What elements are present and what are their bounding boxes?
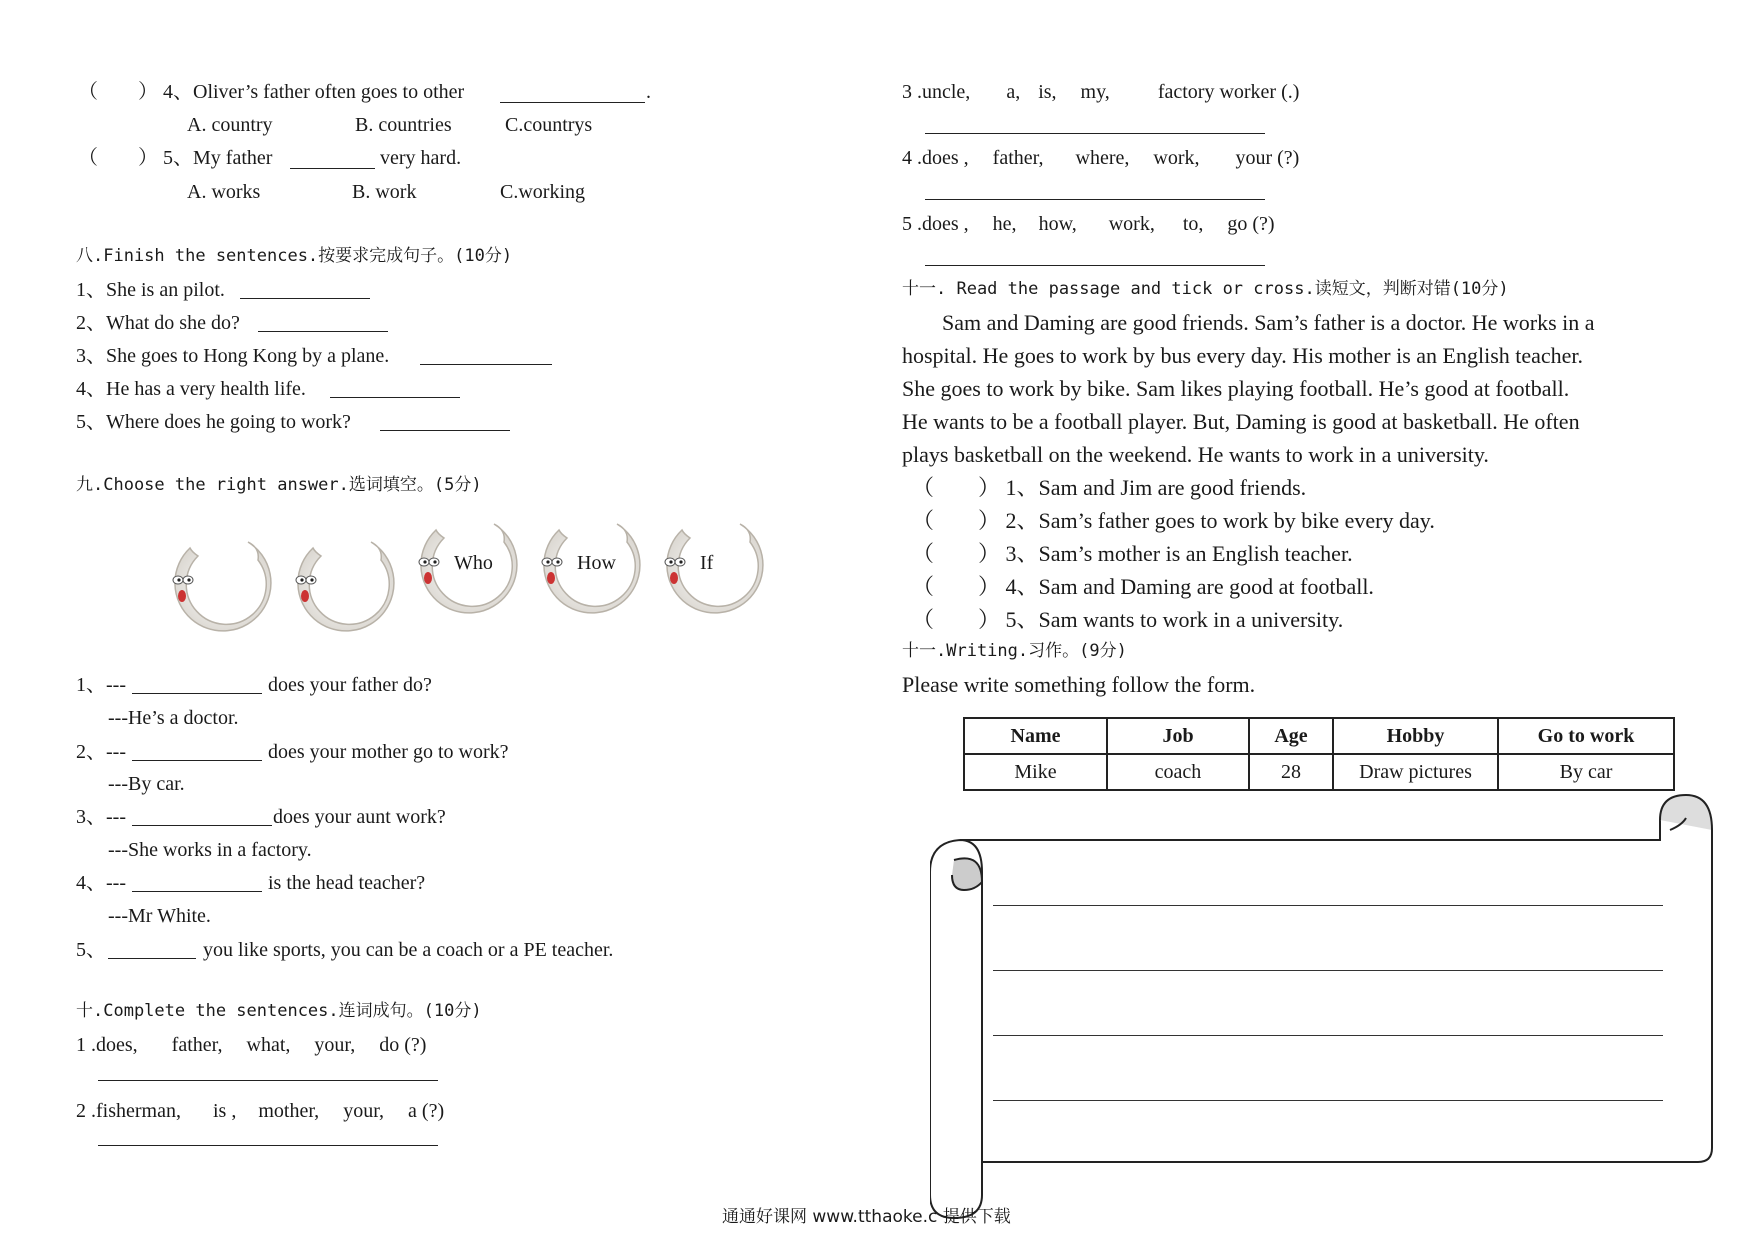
s9-item-4: 4、--- (76, 872, 126, 894)
moon-word[interactable]: If (700, 552, 714, 574)
header-hobby: Hobby (1333, 718, 1498, 754)
s9-item-3: 3、--- (76, 806, 126, 828)
s10-item-3: 3 .uncle, a, is, my, factory worker (.) (902, 81, 1300, 103)
blank-line[interactable] (500, 102, 645, 103)
s9-item-1-answer: ---He’s a doctor. (108, 707, 239, 729)
tf-item-3: （ ） 3、Sam’s mother is an English teacher. (912, 541, 1353, 566)
s9-item-1: 1、--- (76, 674, 126, 696)
passage-line-2: hospital. He goes to work by bus every day. His mother is an English teacher. (902, 343, 1584, 368)
moon-icon (285, 530, 397, 642)
s9-item-2: 2、--- (76, 741, 126, 763)
passage-line-4: He wants to be a football player. But, Daming is good at basketball. He often (902, 409, 1580, 434)
writing-instruction: Please write something follow the form. (902, 672, 1256, 697)
s9-item-1-text: does your father do? (268, 674, 432, 696)
option-c[interactable]: C.working (500, 181, 585, 203)
s9-item-5: 5、 (76, 939, 106, 961)
header-name: Name (964, 718, 1107, 754)
tf-item-4: （ ） 4、Sam and Daming are good at football. (912, 574, 1374, 599)
moon-word-card (654, 512, 766, 624)
answer-paren[interactable]: （ ） (912, 508, 1001, 533)
answer-paren[interactable]: （ ） (912, 475, 1001, 500)
answer-paren[interactable]: （ ） (78, 147, 158, 169)
answer-line[interactable] (132, 891, 262, 892)
s9-item-3-answer: ---She works in a factory. (108, 839, 312, 861)
answer-line[interactable] (240, 298, 370, 299)
cell-job: coach (1107, 754, 1249, 790)
moon-word[interactable]: How (577, 552, 616, 574)
header-go-to-work: Go to work (1498, 718, 1674, 754)
tf-item-1: （ ） 1、Sam and Jim are good friends. (912, 475, 1307, 500)
answer-line[interactable] (925, 265, 1265, 266)
answer-line[interactable] (925, 133, 1265, 134)
s9-item-3-text: does your aunt work? (273, 806, 446, 828)
moon-icon (162, 530, 274, 642)
question-end: . (646, 81, 651, 103)
footer-text: 通通好课网 www.tthaoke.c 提供下载 (722, 1207, 1011, 1227)
option-a[interactable]: A. works (187, 181, 261, 203)
option-a[interactable]: A. country (187, 114, 273, 136)
s9-item-2-answer: ---By car. (108, 773, 185, 795)
moon-word-card (162, 530, 274, 642)
moon-word-card (285, 530, 397, 642)
passage-line-5: plays basketball on the weekend. He wants to work in a university. (902, 442, 1489, 467)
cell-hobby: Draw pictures (1333, 754, 1498, 790)
option-b[interactable]: B. countries (355, 114, 452, 136)
section-8-title: 八.Finish the sentences.按要求完成句子。(10分) (76, 246, 513, 266)
answer-line[interactable] (108, 958, 196, 959)
writing-line-1[interactable] (993, 905, 1663, 906)
answer-paren[interactable]: （ ） (912, 541, 1001, 566)
answer-line[interactable] (98, 1080, 438, 1081)
answer-paren[interactable]: （ ） (912, 574, 1001, 599)
section-10-title: 十.Complete the sentences.连词成句。(10分) (76, 1001, 482, 1021)
answer-paren[interactable]: （ ） (78, 81, 158, 103)
answer-line[interactable] (380, 430, 510, 431)
tf-item-2: （ ） 2、Sam’s father goes to work by bike every day. (912, 508, 1435, 533)
s8-item-1: 1、She is an pilot. (76, 279, 225, 301)
section-11-title: 十一. Read the passage and tick or cross.读短文，判断对错(10分) (902, 279, 1509, 299)
moon-word-card (408, 512, 520, 624)
mc-question-4 (78, 80, 464, 104)
writing-line-3[interactable] (993, 1035, 1663, 1036)
answer-line[interactable] (420, 364, 552, 365)
passage-line-1: Sam and Daming are good friends. Sam’s father is a doctor. He works in a (942, 310, 1595, 335)
moon-word-card (531, 512, 643, 624)
answer-line[interactable] (330, 397, 460, 398)
option-b[interactable]: B. work (352, 181, 417, 203)
s9-item-5-text: you like sports, you can be a coach or a PE teacher. (203, 939, 614, 961)
answer-line[interactable] (132, 760, 262, 761)
writing-line-2[interactable] (993, 970, 1663, 971)
question-text: 4、Oliver’s father often goes to other (163, 81, 465, 103)
s9-item-4-text: is the head teacher? (268, 872, 426, 894)
s8-item-4: 4、He has a very health life. (76, 378, 306, 400)
s9-item-4-answer: ---Mr White. (108, 905, 211, 927)
info-table (963, 717, 1675, 791)
cell-age: 28 (1249, 754, 1333, 790)
cell-go-to-work: By car (1498, 754, 1674, 790)
passage-line-3: She goes to work by bike. Sam likes playing football. He’s good at football. (902, 376, 1570, 401)
section-12-title: 十一.Writing.习作。(9分) (902, 641, 1127, 661)
header-age: Age (1249, 718, 1333, 754)
s8-item-3: 3、She goes to Hong Kong by a plane. (76, 345, 390, 367)
writing-scroll (930, 790, 1720, 1220)
s8-item-5: 5、Where does he going to work? (76, 411, 351, 433)
tf-item-5: （ ） 5、Sam wants to work in a university. (912, 607, 1344, 632)
answer-line[interactable] (98, 1145, 438, 1146)
cell-name: Mike (964, 754, 1107, 790)
question-text: 5、My father (163, 147, 273, 169)
section-9-title: 九.Choose the right answer.选词填空。(5分) (76, 475, 482, 495)
answer-line[interactable] (132, 825, 272, 826)
s10-item-4: 4 .does , father, where, work, your (?) (902, 147, 1300, 169)
option-c[interactable]: C.countrys (505, 114, 593, 136)
answer-line[interactable] (258, 331, 388, 332)
s9-item-2-text: does your mother go to work? (268, 741, 509, 763)
header-job: Job (1107, 718, 1249, 754)
table-header-row (964, 718, 1674, 754)
s10-item-5: 5 .does , he, how, work, to, go (?) (902, 213, 1275, 235)
answer-line[interactable] (925, 199, 1265, 200)
answer-line[interactable] (132, 693, 262, 694)
mc-question-5 (78, 146, 272, 170)
moon-word[interactable]: Who (454, 552, 493, 574)
question-end: very hard. (380, 147, 462, 169)
blank-line[interactable] (290, 168, 375, 169)
table-row (964, 754, 1674, 790)
s10-item-1: 1 .does, father, what, your, do (?) (76, 1034, 427, 1056)
writing-line-4[interactable] (993, 1100, 1663, 1101)
answer-paren[interactable]: （ ） (912, 607, 1001, 632)
s8-item-2: 2、What do she do? (76, 312, 240, 334)
s10-item-2: 2 .fisherman, is , mother, your, a (?) (76, 1100, 445, 1122)
